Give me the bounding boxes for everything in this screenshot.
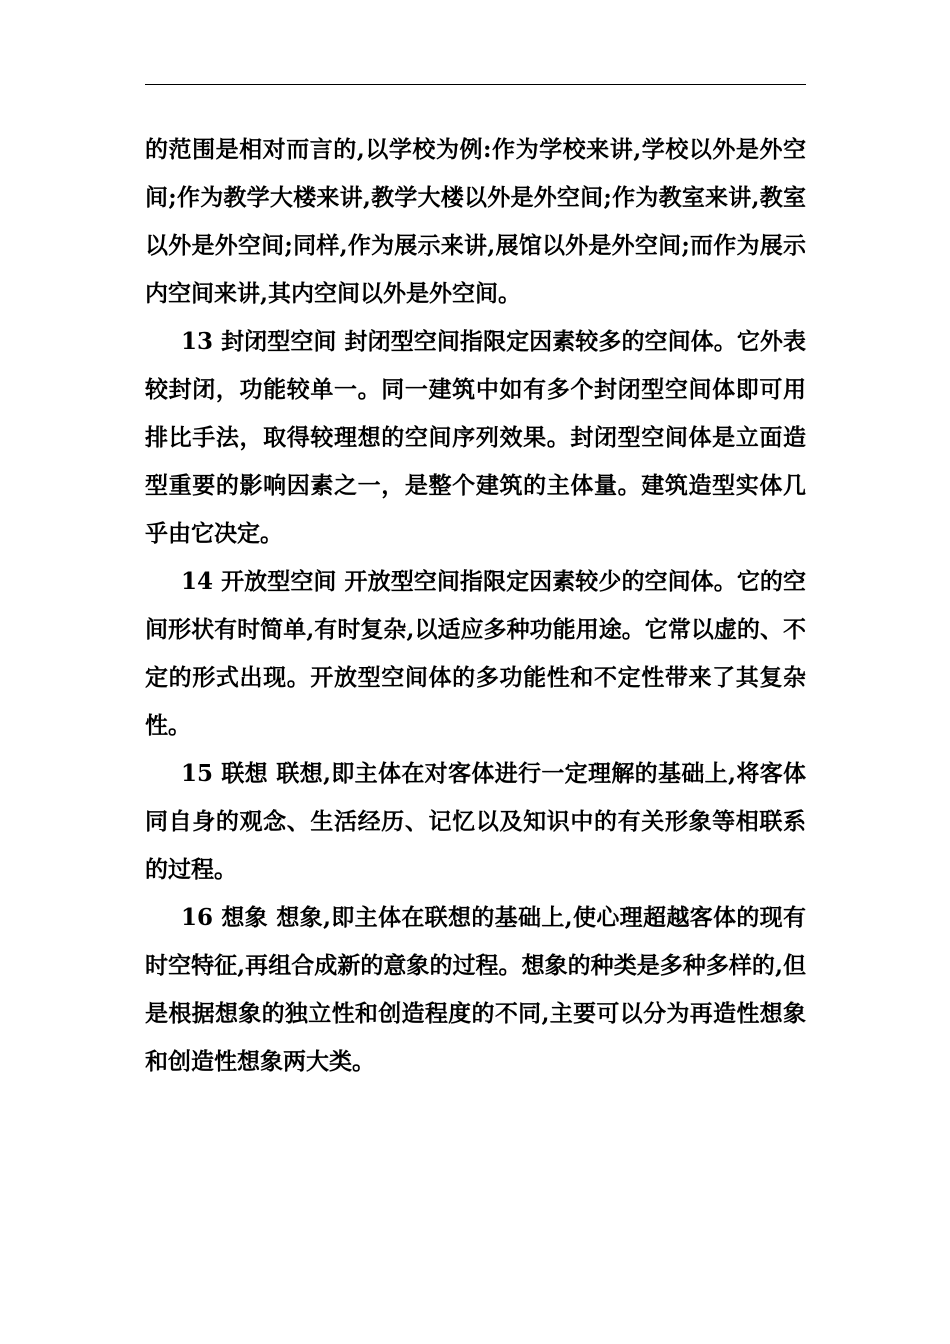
paragraph-outer-space-continued: 的范围是相对而言的,以学校为例:作为学校来讲,学校以外是外空间;作为教学大楼来讲,教学大楼以外是外空间;作为教室来讲,教室以外是外空间;同样,作为展示来讲,展馆以外是外空间;而作为展示内空间来讲,其内空间以外是外空间。	[145, 136, 806, 307]
paragraph-15-association: 15 联想 联想,即主体在对客体进行一定理解的基础上,将客体同自身的观念、生活经历、记忆以及知识中的有关形象等相联系的过程。	[145, 760, 806, 883]
paragraph-14-open-space: 14 开放型空间 开放型空间指限定因素较少的空间体。它的空间形状有时简单,有时复杂,以适应多种功能用途。它常以虚的、不定的形式出现。开放型空间体的多功能性和不定性带来了其复杂性。	[145, 568, 806, 739]
paragraph-16-imagination: 16 想象 想象,即主体在联想的基础上,使心理超越客体的现有时空特征,再组合成新的意象的过程。想象的种类是多种多样的,但是根据想象的独立性和创造程度的不同,主要可以分为再造性想象和创造性想象两大类。	[145, 904, 806, 1075]
paragraph-13-closed-space: 13 封闭型空间 封闭型空间指限定因素较多的空间体。它外表较封闭，功能较单一。同一建筑中如有多个封闭型空间体即可用排比手法，取得较理想的空间序列效果。封闭型空间体是立面造型重要的影响因素之一，是整个建筑的主体量。建筑造型实体几乎由它决定。	[145, 328, 806, 547]
body-text	[145, 126, 806, 1086]
header-rule	[145, 84, 806, 85]
